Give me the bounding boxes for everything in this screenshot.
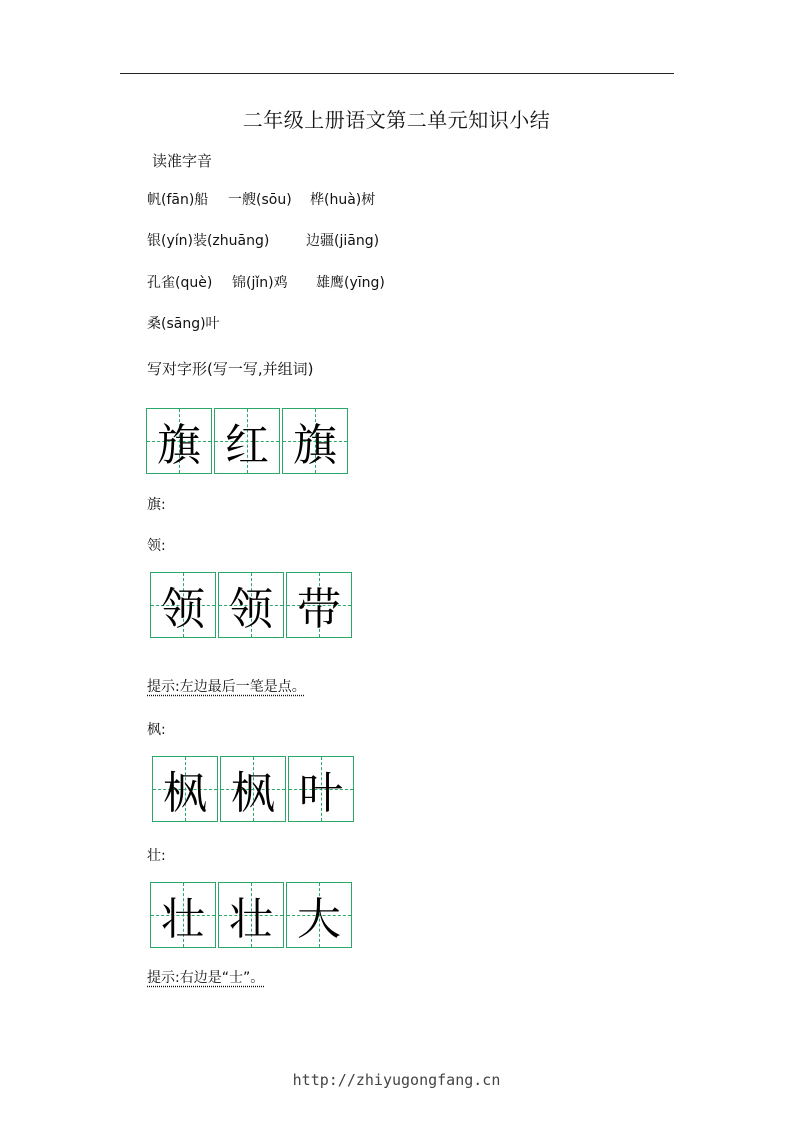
writing-grid-row [152, 756, 356, 822]
tianzige-cell: 旗 [282, 408, 348, 474]
tianzige-cell: 叶 [288, 756, 354, 822]
pinyin-item: 桑(sāng)叶 [147, 316, 220, 332]
tianzige-cell: 壮 [218, 882, 284, 948]
pinyin-item: 雄鹰(yīng) [316, 275, 385, 291]
pinyin-item: 锦(jǐn)鸡 [232, 275, 288, 291]
char-label: 枫: [147, 722, 166, 738]
char-label: 旗: [147, 497, 166, 513]
pinyin-item: 孔雀(què) [147, 275, 213, 291]
tianzige-cell: 枫 [220, 756, 286, 822]
pinyin-item: 桦(huà)树 [310, 192, 376, 208]
section-heading-pronunciation: 读准字音 [152, 152, 213, 170]
hint-text: 提示:右边是“士”。 [147, 970, 265, 986]
tianzige-cell: 领 [218, 572, 284, 638]
pinyin-item: 帆(fān)船 [147, 192, 209, 208]
tianzige-cell: 红 [214, 408, 280, 474]
tianzige-cell: 壮 [150, 882, 216, 948]
tianzige-cell: 旗 [146, 408, 212, 474]
pinyin-item: 银(yín)装(zhuāng) [147, 233, 270, 249]
pinyin-item: 一艘(sōu) [228, 192, 292, 208]
char-label: 壮: [147, 848, 166, 864]
section-heading-characters: 写对字形(写一写,并组词) [147, 360, 314, 378]
char-label: 领: [147, 538, 166, 554]
tianzige-cell: 带 [286, 572, 352, 638]
writing-grid-row [150, 572, 354, 638]
page-title: 二年级上册语文第二单元知识小结 [242, 108, 551, 132]
tianzige-cell: 枫 [152, 756, 218, 822]
tianzige-cell: 大 [286, 882, 352, 948]
pinyin-item: 边疆(jiāng) [306, 233, 380, 249]
tianzige-cell: 领 [150, 572, 216, 638]
writing-grid-row [146, 408, 350, 474]
header-rule [120, 73, 674, 74]
hint-text: 提示:左边最后一笔是点。 [147, 679, 306, 695]
writing-grid-row [150, 882, 354, 948]
footer-url: http://zhiyugongfang.cn [292, 1071, 501, 1089]
